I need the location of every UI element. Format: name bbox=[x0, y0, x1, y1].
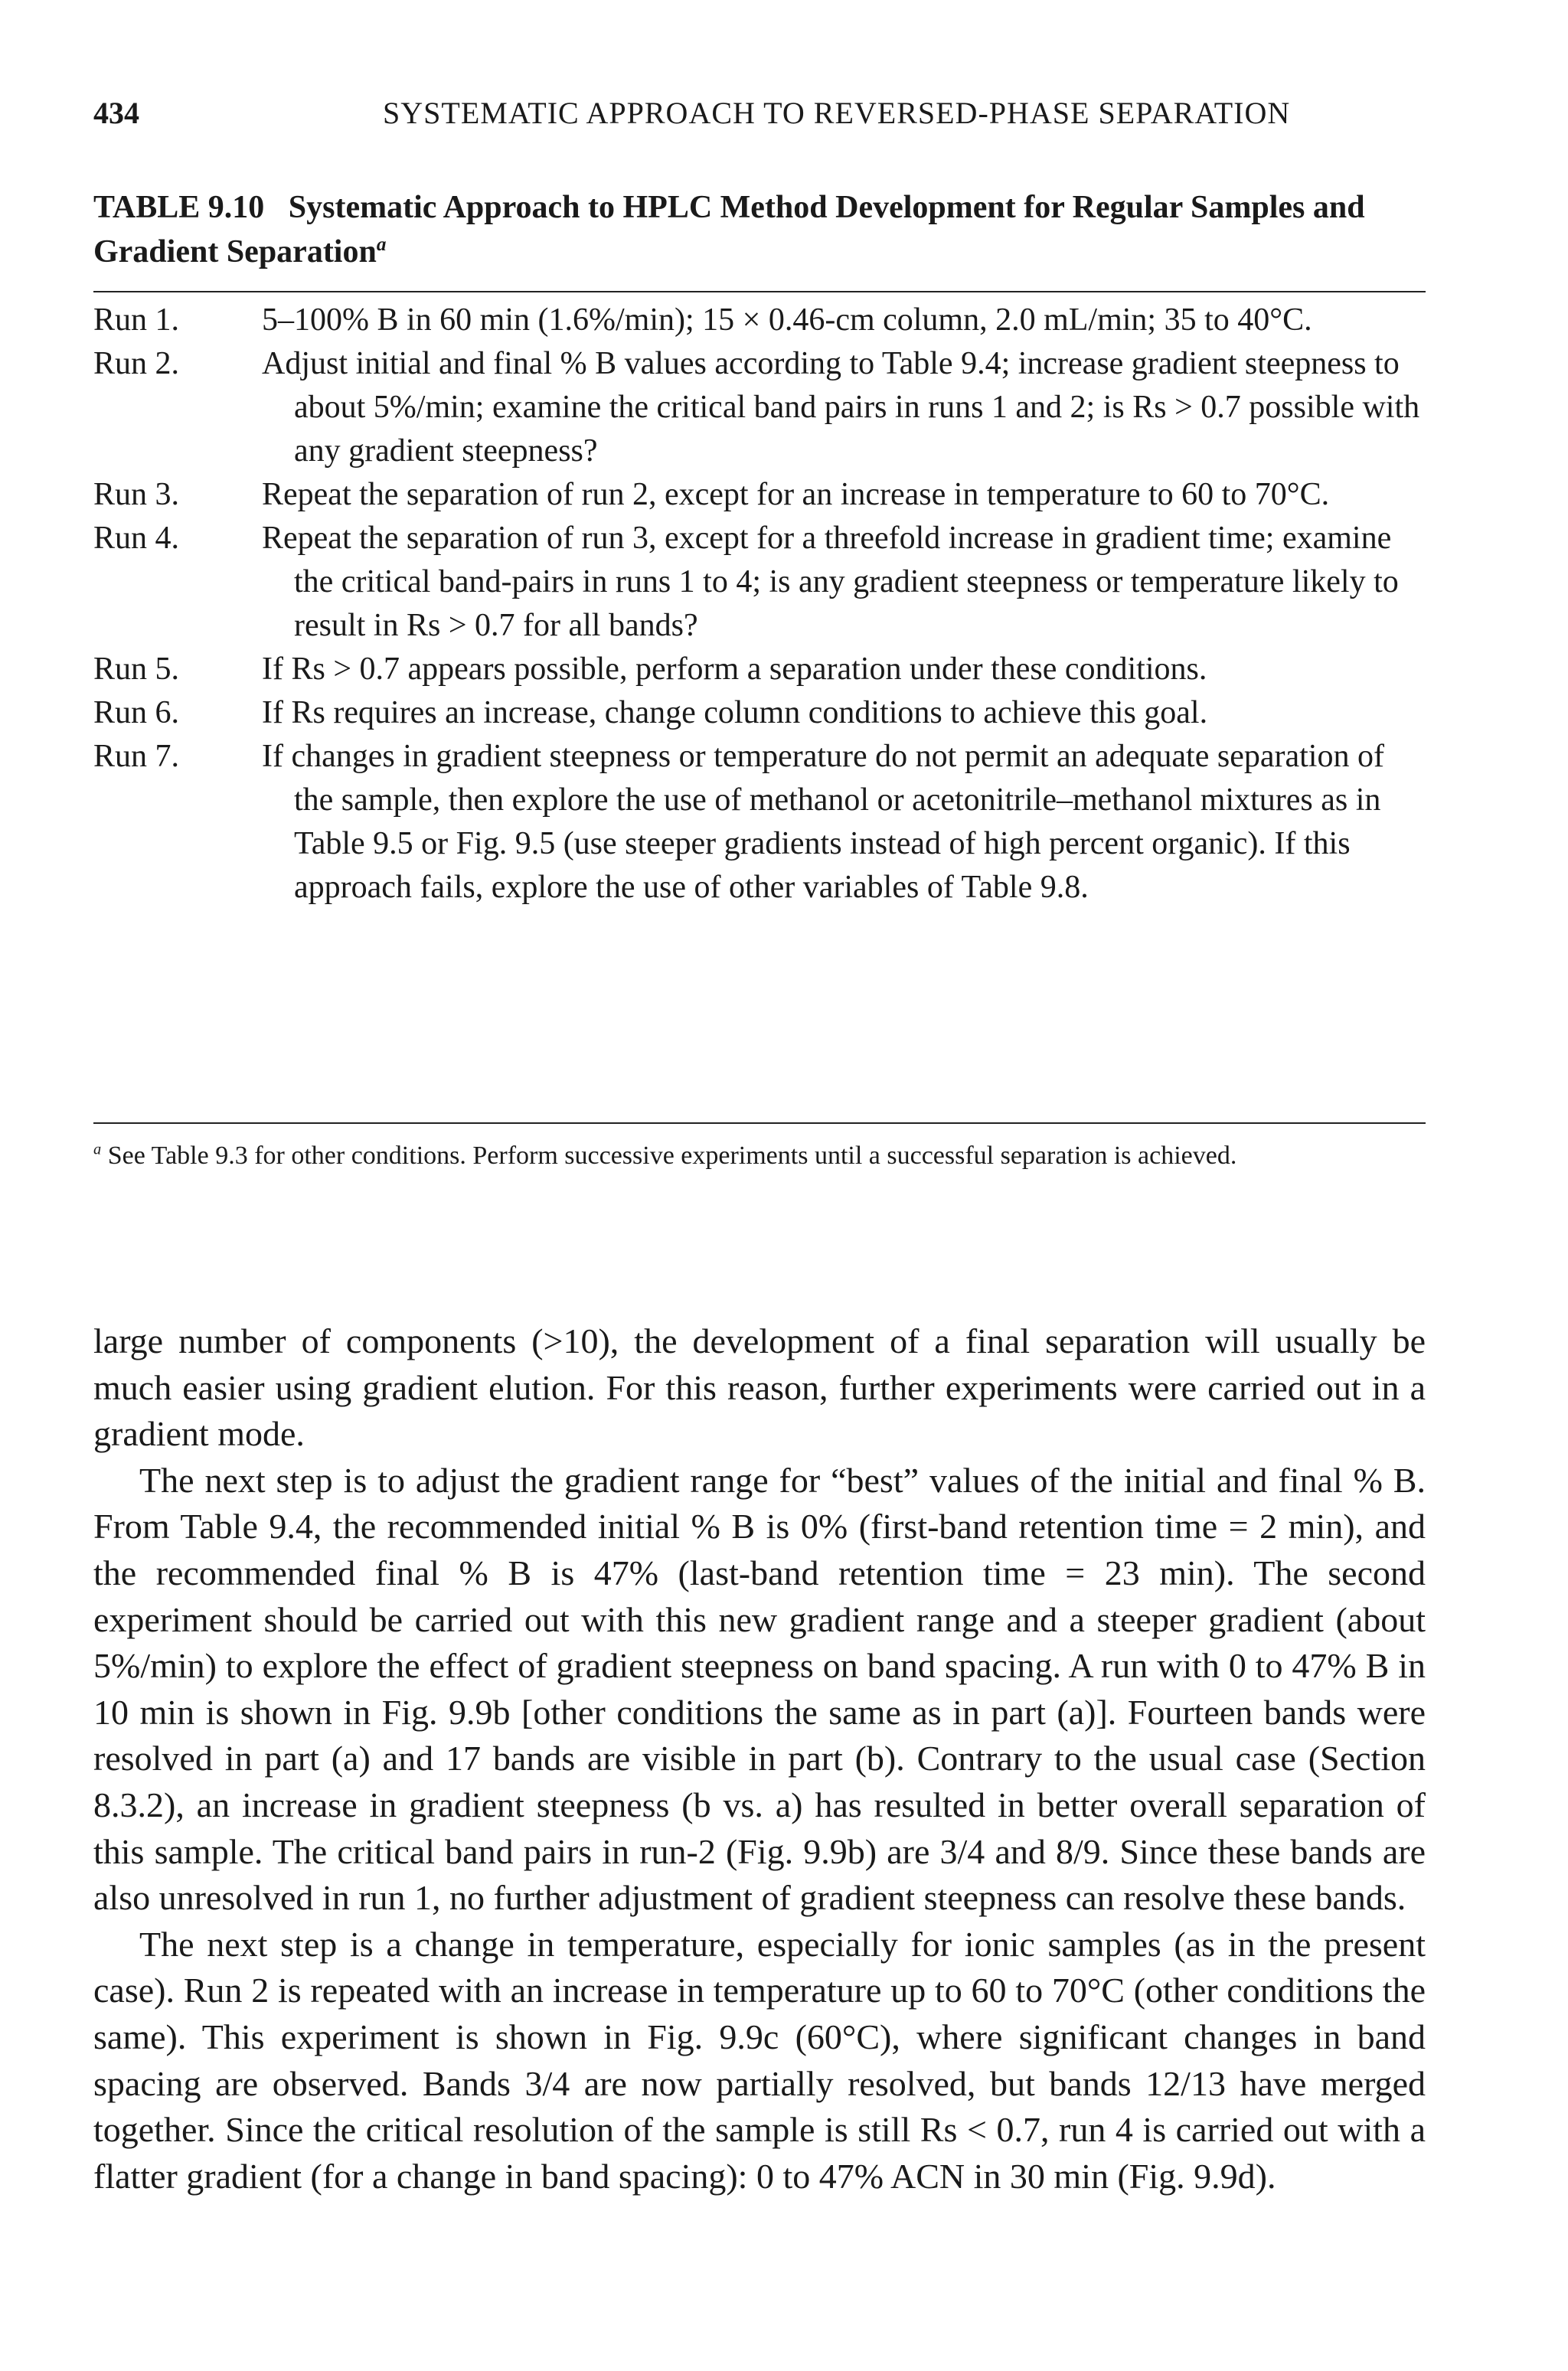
paragraph: The next step is to adjust the gradient range for “best” values of the initial and final % B. From Table 9.4, the recommended initial % B is 0% (first-band retention time = 2 min), and the recommended final % B is 47% (last-band retention time = 23 min). The second experiment should be carried out with this new gradient range and a steeper gradient (about 5%/min) to explore the effect of gradient steepness on band spacing. A run with 0 to 47% B in 10 min is shown in Fig. 9.9b [other conditions the same as in part (a)]. Fourteen bands were resolved in part (a) and 17 bands are visible in part (b). Contrary to the usual case (Section 8.3.2), an increase in gradient steepness (b vs. a) has resulted in better overall separation of this sample. The critical band pairs in run-2 (Fig. 9.9b) are 3/4 and 8/9. Since these bands are also unresolved in run 1, no further adjustment of gradient steepness can resolve these bands. bbox=[93, 1460, 1426, 1918]
table-row bbox=[93, 517, 1426, 648]
page-number: 434 bbox=[93, 96, 139, 130]
book-page bbox=[93, 0, 1426, 2371]
run-label: Run 5. bbox=[93, 652, 180, 687]
table-row bbox=[93, 473, 1426, 517]
run-label: Run 4. bbox=[93, 521, 180, 556]
running-head bbox=[93, 90, 1426, 136]
table-row bbox=[93, 342, 1426, 473]
paragraph: large number of components (>10), the development of a final separation will usually be much easier using gradient elution. For this reason, further experiments were carried out in a gradient mode. bbox=[93, 1321, 1426, 1454]
table-row bbox=[93, 735, 1426, 910]
table-row bbox=[93, 648, 1426, 691]
body-text bbox=[93, 1318, 1426, 2200]
table-caption bbox=[93, 185, 1426, 274]
table-footnote bbox=[93, 1138, 1426, 1174]
table-body bbox=[93, 299, 1426, 910]
run-label: Run 2. bbox=[93, 346, 180, 381]
table-label: TABLE 9.10 bbox=[93, 190, 265, 225]
run-description: Adjust initial and final % B values according to Table 9.4; increase gradient steepness to about 5%/min; examine the critical band pairs in runs 1 and 2; is Rs > 0.7 possible with any gradient steepness? bbox=[262, 346, 1420, 469]
footnote-mark: a bbox=[93, 1141, 102, 1158]
table-bottom-rule bbox=[93, 1122, 1426, 1124]
paragraph: The next step is a change in temperature, especially for ionic samples (as in the present case). Run 2 is repeated with an increase in temperature up to 60 to 70°C (other conditions the same). This experiment is shown in Fig. 9.9c (60°C), where significant changes in band spacing are observed. Bands 3/4 are now partially resolved, but bands 12/13 have merged together. Since the critical resolution of the sample is still Rs < 0.7, run 4 is carried out with a flatter gradient (for a change in band spacing): 0 to 47% ACN in 30 min (Fig. 9.9d). bbox=[93, 1924, 1426, 2196]
footnote-text: See Table 9.3 for other conditions. Perform successive experiments until a successful separation is achieved. bbox=[107, 1141, 1237, 1170]
run-description: 5–100% B in 60 min (1.6%/min); 15 × 0.46-cm column, 2.0 mL/min; 35 to 40°C. bbox=[262, 302, 1312, 338]
run-label: Run 3. bbox=[93, 477, 180, 512]
run-label: Run 6. bbox=[93, 695, 180, 730]
table-title: Systematic Approach to HPLC Method Development for Regular Samples and Gradient Separation bbox=[93, 190, 1365, 269]
run-label: Run 1. bbox=[93, 302, 180, 338]
table-row bbox=[93, 299, 1426, 342]
run-description: Repeat the separation of run 3, except for a threefold increase in gradient time; examine the critical band-pairs in runs 1 to 4; is any gradient steepness or temperature likely to result in Rs > 0.7 for all bands? bbox=[262, 521, 1399, 643]
running-title: SYSTEMATIC APPROACH TO REVERSED-PHASE SEPARATION bbox=[383, 96, 1291, 130]
table-caption-footnote-mark: a bbox=[376, 234, 387, 255]
run-description: Repeat the separation of run 2, except for an increase in temperature to 60 to 70°C. bbox=[262, 477, 1330, 512]
table-row bbox=[93, 691, 1426, 735]
run-description: If Rs > 0.7 appears possible, perform a separation under these conditions. bbox=[262, 652, 1207, 687]
table-top-rule bbox=[93, 291, 1426, 292]
run-description: If Rs requires an increase, change column conditions to achieve this goal. bbox=[262, 695, 1208, 730]
run-label: Run 7. bbox=[93, 739, 180, 774]
run-description: If changes in gradient steepness or temperature do not permit an adequate separation of the sample, then explore the use of methanol or acetonitrile–methanol mixtures as in Table 9.5 or Fig. 9.5 (use steeper gradients instead of high percent organic). If this approach fails, explore the use of other variables of Table 9.8. bbox=[262, 739, 1384, 905]
